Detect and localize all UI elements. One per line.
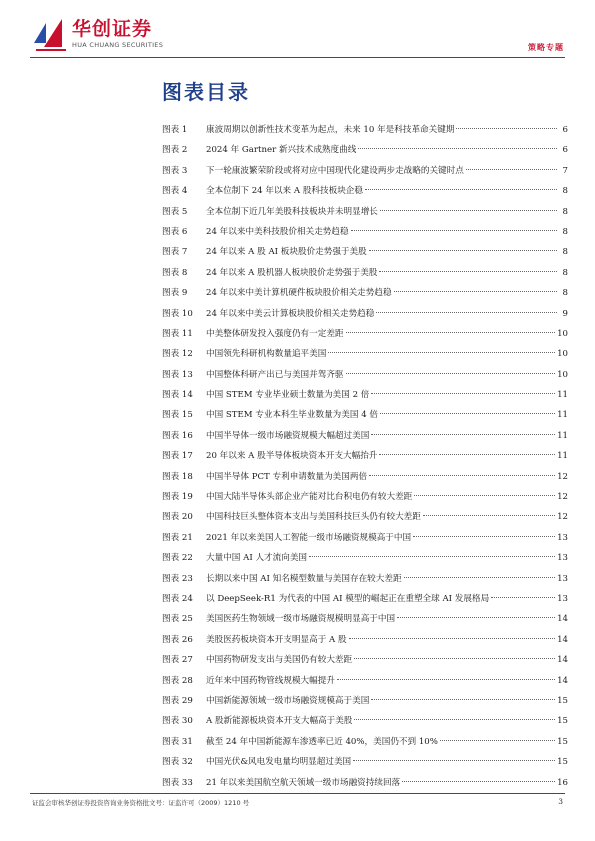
toc-entry-leader [309, 556, 555, 557]
toc-entry[interactable] [162, 426, 568, 446]
toc-entry-label: 图表 28 [162, 675, 193, 686]
toc-entry[interactable] [162, 263, 568, 283]
toc-entry-label: 图表 17 [162, 451, 193, 462]
toc-entry-page: 12 [557, 512, 568, 523]
company-logo [32, 17, 232, 53]
toc-entry-leader [491, 597, 555, 598]
toc-entry-title: 24 年以来中美科技股价相关走势趋稳 [206, 226, 349, 237]
toc-entry-leader [402, 781, 555, 782]
toc-entry-title: 中国整体科研产出已与美国并驾齐驱 [206, 369, 344, 380]
toc-entry-title: 下一轮康波繁荣阶段或将对应中国现代化建设两步走战略的关键时点 [206, 165, 464, 176]
toc-entry-leader [379, 454, 555, 455]
toc-entry-page: 11 [557, 451, 568, 462]
toc-entry-leader [358, 148, 557, 149]
toc-entry-page: 6 [562, 145, 568, 156]
toc-entry-leader [351, 230, 557, 231]
report-category-tag: 策略专题 [528, 43, 564, 52]
toc-entry-title: 大量中国 AI 人才流向美国 [206, 553, 308, 564]
toc-entry-page: 8 [562, 267, 568, 278]
toc-entry-title: 全本位制下 24 年以来 A 股科技板块企稳 [206, 186, 363, 197]
toc-entry-page: 16 [557, 777, 568, 788]
toc-entry-title: 美国医药生物领域一级市场融资规模明显高于中国 [206, 614, 396, 625]
toc-entry-title: 2024 年 Gartner 新兴技术成熟度曲线 [206, 145, 357, 156]
toc-entry[interactable] [162, 181, 568, 201]
toc-entry-label: 图表 7 [162, 247, 188, 258]
toc-entry-title: 24 年以来中美云计算板块股价相关走势趋稳 [206, 308, 375, 319]
toc-entry[interactable] [162, 630, 568, 650]
toc-entry-leader [376, 312, 557, 313]
toc-entry[interactable] [162, 548, 568, 568]
toc-entry-title: 中美整体研发投入强度仍有一定差距 [206, 328, 344, 339]
toc-entry-leader [397, 617, 555, 618]
toc-entry-leader [404, 577, 556, 578]
header-divider [30, 57, 565, 58]
toc-entry-leader [328, 352, 555, 353]
toc-entry-label: 图表 16 [162, 430, 193, 441]
toc-entry[interactable] [162, 324, 568, 344]
toc-entry-page: 13 [557, 573, 568, 584]
toc-entry-title: 21 年以来美国航空航天领域一级市场融资持续回落 [206, 777, 401, 788]
toc-entry-label: 图表 20 [162, 512, 193, 523]
toc-entry-label: 图表 33 [162, 777, 193, 788]
toc-entry-label: 图表 24 [162, 593, 193, 604]
toc-entry-label: 图表 18 [162, 471, 193, 482]
toc-entry-label: 图表 2 [162, 145, 188, 156]
toc-entry-title: 2021 年以来美国人工智能一级市场融资规模高于中国 [206, 532, 412, 543]
toc-entry-page: 12 [557, 492, 568, 503]
toc-entry-title: 截至 24 年中国新能源车渗透率已近 40%，美国仍不到 10% [206, 736, 438, 747]
toc-entry-leader [354, 719, 555, 720]
toc-entry-leader [337, 679, 555, 680]
toc-entry-leader [354, 658, 555, 659]
toc-entry[interactable] [162, 650, 568, 670]
toc-entry-title: 中国半导体 PCT 专利申请数量为美国两倍 [206, 471, 368, 482]
toc-entry-page: 8 [562, 247, 568, 258]
toc-entry-page: 14 [557, 655, 568, 666]
toc-entry-title: 中国科技巨头整体资本支出与美国科技巨头仍有较大差距 [206, 512, 421, 523]
toc-entry-page: 7 [562, 165, 568, 176]
toc-entry-leader [379, 271, 557, 272]
toc-entry[interactable] [162, 671, 568, 691]
toc-entry-title: 24 年以来 A 股机器人板块股价走势强于美股 [206, 267, 378, 278]
toc-entry-leader [349, 638, 555, 639]
toc-entry-leader [353, 760, 555, 761]
toc-entry-page: 6 [562, 125, 568, 135]
toc-entry-title: 美股医药板块资本开支明显高于 A 股 [206, 634, 347, 645]
toc-entry-label: 图表 26 [162, 634, 193, 645]
toc-entry-leader [346, 373, 556, 374]
toc-entry-page: 11 [557, 390, 568, 401]
toc-entry-page: 10 [557, 328, 568, 339]
toc-entry-label: 图表 3 [162, 165, 188, 176]
toc-entry[interactable] [162, 487, 568, 507]
toc-entry-label: 图表 23 [162, 573, 193, 584]
toc-entry[interactable] [162, 446, 568, 466]
toc-entry-leader [346, 332, 556, 333]
toc-entry[interactable] [162, 202, 568, 222]
toc-entry[interactable] [162, 711, 568, 731]
toc-entry-leader [380, 413, 555, 414]
toc-entry-leader [414, 495, 555, 496]
toc-entry-title: 近年来中国药物管线规模大幅提升 [206, 675, 335, 686]
toc-entry-title: 中国光伏&风电发电量均明显超过美国 [206, 757, 352, 768]
toc-entry[interactable] [162, 467, 568, 487]
toc-entry-label: 图表 9 [162, 288, 188, 299]
toc-entry-title: 中国大陆半导体头部企业产能对比台积电仍有较大差距 [206, 492, 413, 503]
toc-entry-page: 14 [557, 675, 568, 686]
toc-entry-leader [371, 434, 555, 435]
toc-entry-leader [369, 250, 557, 251]
toc-entry-label: 图表 4 [162, 186, 188, 197]
toc-entry-label: 图表 29 [162, 695, 193, 706]
toc-entry-title: 全本位制下近几年美股科技板块并未明显增长 [206, 206, 378, 217]
toc-entry-page: 12 [557, 471, 568, 482]
toc-entry[interactable] [162, 609, 568, 629]
toc-entry-title: 以 DeepSeek-R1 为代表的中国 AI 模型的崛起正在重塑全球 AI 发展格局 [206, 593, 490, 604]
toc-entry-page: 8 [562, 206, 568, 217]
toc-entry-page: 15 [557, 757, 568, 768]
figure-index-list [162, 120, 568, 793]
toc-entry-label: 图表 21 [162, 532, 193, 543]
toc-entry[interactable] [162, 691, 568, 711]
toc-entry-leader [423, 515, 555, 516]
logo-mark-icon [32, 17, 68, 51]
toc-entry[interactable] [162, 405, 568, 425]
toc-entry-title: 中国 STEM 专业毕业硕士数量为美国 2 倍 [206, 390, 370, 401]
toc-entry-title: 中国药物研发支出与美国仍有较大差距 [206, 655, 353, 666]
toc-entry-page: 10 [557, 349, 568, 360]
toc-entry[interactable] [162, 365, 568, 385]
footer-divider [30, 793, 565, 794]
logo-chinese-name: 华创证券 [72, 18, 153, 40]
toc-entry-leader [371, 699, 555, 700]
toc-entry-leader [380, 210, 557, 211]
toc-entry-label: 图表 31 [162, 736, 193, 747]
toc-entry-title: 24 年以来中美计算机硬件板块股价相关走势趋稳 [206, 288, 392, 299]
toc-entry-title: 20 年以来 A 股半导体板块资本开支大幅抬升 [206, 451, 378, 462]
toc-entry-title: 康波周期以创新性技术变革为起点，未来 10 年是科技革命关键期 [206, 125, 455, 135]
footer-disclaimer: 证监会审核华创证券投资咨询业务资格批文号：证监许可（2009）1210 号 [32, 799, 250, 807]
toc-entry-leader [371, 393, 555, 394]
toc-entry-title: 中国新能源领域一级市场融资规模高于美国 [206, 695, 370, 706]
toc-entry[interactable] [162, 304, 568, 324]
toc-entry[interactable] [162, 222, 568, 242]
logo-english-name: HUA CHUANG SECURITIES [72, 41, 164, 49]
toc-entry[interactable] [162, 752, 568, 772]
toc-entry-page: 8 [562, 226, 568, 237]
page-number: 3 [558, 797, 563, 806]
toc-entry[interactable] [162, 242, 568, 262]
toc-entry-leader [440, 740, 555, 741]
toc-entry-page: 9 [562, 308, 568, 319]
toc-entry-page: 15 [557, 695, 568, 706]
toc-entry-label: 图表 6 [162, 226, 188, 237]
toc-entry-title: 中国 STEM 专业本科生毕业数量为美国 4 倍 [206, 410, 378, 421]
toc-entry-title: 长期以来中国 AI 知名模型数量与美国存在较大差距 [206, 573, 402, 584]
toc-entry[interactable] [162, 120, 568, 140]
toc-entry-page: 10 [557, 369, 568, 380]
toc-entry-title: 中国半导体一级市场融资规模大幅超过美国 [206, 430, 370, 441]
toc-entry-page: 13 [557, 532, 568, 543]
toc-entry-page: 11 [557, 430, 568, 441]
toc-entry-page: 13 [557, 593, 568, 604]
toc-entry-leader [456, 128, 557, 129]
toc-entry-label: 图表 12 [162, 349, 193, 360]
toc-entry[interactable] [162, 344, 568, 364]
toc-entry-leader [369, 475, 555, 476]
toc-entry-page: 14 [557, 634, 568, 645]
toc-entry-leader [466, 169, 557, 170]
toc-entry[interactable] [162, 773, 568, 793]
toc-entry-label: 图表 11 [162, 328, 193, 339]
toc-entry-label: 图表 8 [162, 267, 188, 278]
toc-entry-label: 图表 1 [162, 125, 188, 135]
toc-entry-page: 13 [557, 553, 568, 564]
toc-entry[interactable] [162, 589, 568, 609]
toc-entry[interactable] [162, 140, 568, 160]
toc-entry-leader [365, 189, 557, 190]
toc-entry[interactable] [162, 732, 568, 752]
toc-entry[interactable] [162, 161, 568, 181]
toc-entry-label: 图表 25 [162, 614, 193, 625]
toc-entry-label: 图表 19 [162, 492, 193, 503]
toc-entry-title: 中国领先科研机构数量追平美国 [206, 349, 327, 360]
toc-entry-page: 8 [562, 288, 568, 299]
toc-entry-label: 图表 14 [162, 390, 193, 401]
toc-entry-page: 14 [557, 614, 568, 625]
toc-entry-label: 图表 30 [162, 716, 193, 727]
toc-entry-leader [413, 536, 555, 537]
page-title: 图表目录 [162, 80, 250, 104]
toc-entry[interactable] [162, 283, 568, 303]
toc-entry[interactable] [162, 507, 568, 527]
toc-entry-label: 图表 5 [162, 206, 188, 217]
toc-entry-page: 8 [562, 186, 568, 197]
toc-entry-page: 11 [557, 410, 568, 421]
toc-entry-label: 图表 13 [162, 369, 193, 380]
toc-entry-title: 24 年以来 A 股 AI 板块股价走势强于美股 [206, 247, 367, 258]
toc-entry-label: 图表 10 [162, 308, 193, 319]
toc-entry-page: 15 [557, 716, 568, 727]
toc-entry-label: 图表 15 [162, 410, 193, 421]
toc-entry-leader [394, 291, 557, 292]
toc-entry-label: 图表 27 [162, 655, 193, 666]
page-header [0, 0, 595, 60]
toc-entry[interactable] [162, 569, 568, 589]
toc-entry[interactable] [162, 385, 568, 405]
toc-entry-label: 图表 22 [162, 553, 193, 564]
toc-entry-label: 图表 32 [162, 757, 193, 768]
toc-entry[interactable] [162, 528, 568, 548]
toc-entry-title: A 股新能源板块资本开支大幅高于美股 [206, 716, 353, 727]
toc-entry-page: 15 [557, 736, 568, 747]
